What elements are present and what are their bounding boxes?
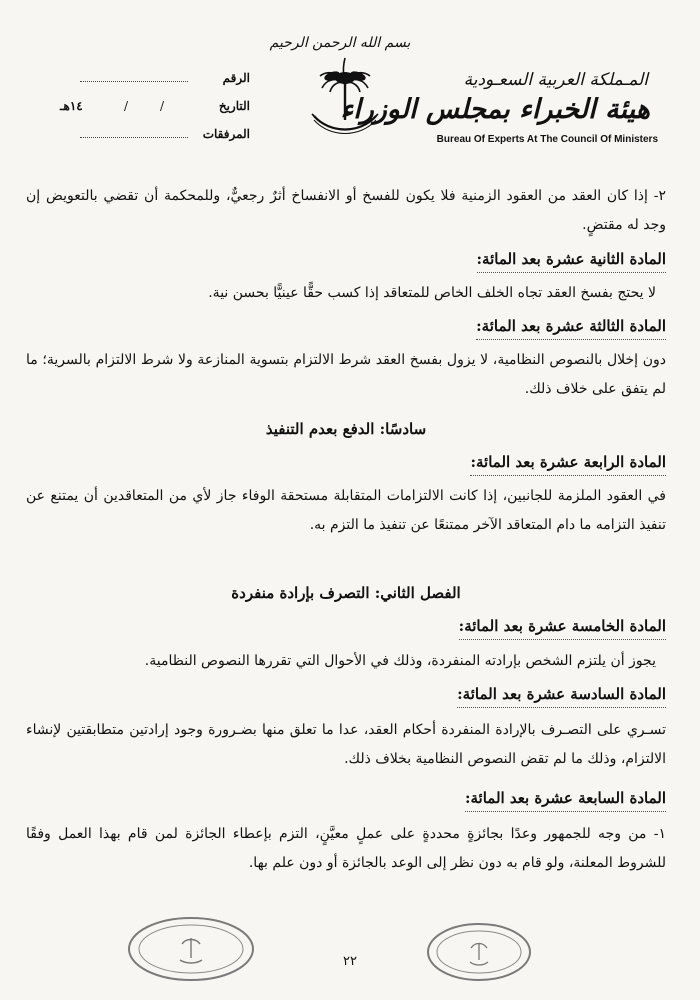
article-heading: المادة الثالثة عشرة بعد المائة: <box>476 314 666 340</box>
article-112-text: لا يحتج بفسخ العقد تجاه الخلف الخاص للمتعاقد إذا كسب حقًّا عينيًّا بحسن نية. <box>208 285 656 301</box>
article-114-heading-wrap <box>26 450 666 476</box>
article-116-heading-wrap <box>26 682 666 708</box>
date-label: التاريخ <box>218 99 250 113</box>
paragraph-111-2: ٢- إذا كان العقد من العقود الزمنية فلا يكون للفسخ أو الانفساخ أثرٌ رجعيٌّ، وللمحكمة أن تقضي بالتعويض إن وجد له مقتضٍ. <box>26 188 666 233</box>
org-name-english: Bureau Of Experts At The Council Of Ministers <box>436 134 658 145</box>
ref-row <box>40 70 250 88</box>
attachments-label: المرفقات <box>202 127 250 141</box>
article-heading: المادة الثانية عشرة بعد المائة: <box>477 247 666 273</box>
article-115-text: يجوز أن يلتزم الشخص بإرادته المنفردة، وذلك في الأحوال التي تقررها النصوص النظامية. <box>144 653 656 669</box>
article-heading: المادة السابعة عشرة بعد المائة: <box>465 786 666 812</box>
article-115-heading-wrap <box>26 614 666 640</box>
chapter-title: الفصل الثاني: التصرف بإرادة منفردة <box>231 584 461 602</box>
official-stamp-right-icon <box>426 922 532 982</box>
official-stamp-left-icon <box>126 916 256 982</box>
attachments-row <box>40 126 250 144</box>
org-name-line1: المـملكة العربية السعـودية <box>463 70 648 90</box>
article-116-text: تسـري على التصـرف بالإرادة المنفردة أحكام العقد، عدا ما تعلق منها بضـرورة وجود إرادتين متطابقتين لإنشاء الالتزام، وذلك ما لم تقض النصوص النظامية بخلاف ذلك. <box>26 722 666 767</box>
article-117-text: ١- من وجه للجمهور وعدًا بجائزةٍ محددةٍ على عملٍ معيَّنٍ، التزم بإعطاء الجائزة لمن قام بهذا العمل وفقًا للشروط المعلنة، ولو قام به دون نظر إلى الوعد بالجائزة أو دون علم بها. <box>26 826 666 871</box>
attachments-line <box>80 137 188 138</box>
org-name-line2: هيئة الخبراء بمجلس الوزراء <box>340 94 650 125</box>
ref-line <box>80 81 188 82</box>
page-number: ٢٢ <box>343 954 357 969</box>
basmala: بسم الله الرحمن الرحيم <box>269 35 411 51</box>
article-113-text: دون إخلال بالنصوص النظامية، لا يزول بفسخ العقد شرط الالتزام بتسوية المنازعة ولا شرط الالتزام بالسرية؛ ما لم يتفق على خلاف ذلك. <box>26 352 666 397</box>
article-113-heading-wrap <box>26 314 666 340</box>
article-112-heading-wrap <box>26 247 666 273</box>
section-title: سادسًا: الدفع بعدم التنفيذ <box>265 420 427 438</box>
date-row <box>40 98 250 116</box>
article-114-text: في العقود الملزمة للجانبين، إذا كانت الالتزامات المتقابلة مستحقة الوفاء جاز لأي من المتعاقدين أن يمتنع عن تنفيذ التزامه ما دام المتعاقد الآخر ممتنعًا عن تنفيذ ما التزم به. <box>26 488 666 533</box>
article-heading: المادة الخامسة عشرة بعد المائة: <box>459 614 666 640</box>
date-separator: / <box>160 99 165 113</box>
date-value: ١٤هـ <box>60 99 83 113</box>
article-117-heading-wrap <box>26 786 666 812</box>
article-heading: المادة السادسة عشرة بعد المائة: <box>457 682 666 708</box>
date-separator: / <box>124 99 129 113</box>
article-heading: المادة الرابعة عشرة بعد المائة: <box>470 450 666 476</box>
ref-label: الرقم <box>222 71 250 85</box>
